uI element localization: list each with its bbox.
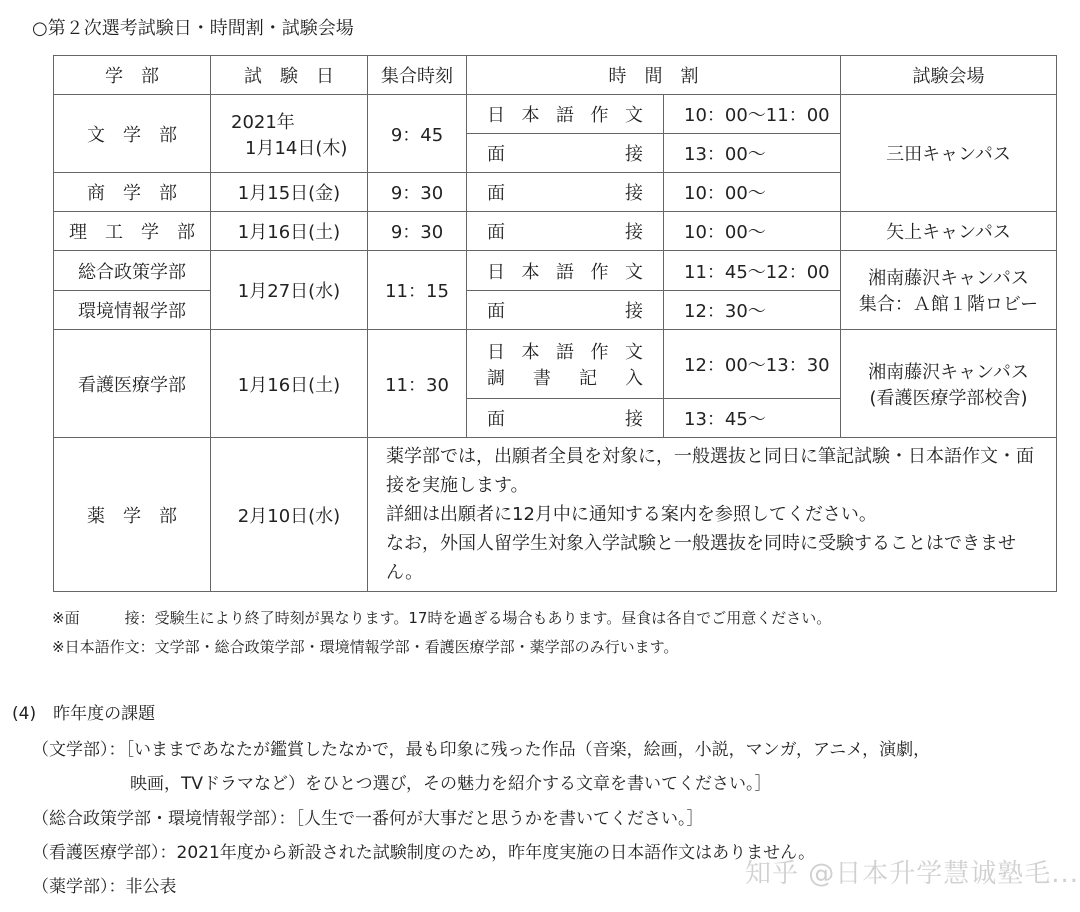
char: 作 (590, 261, 609, 283)
gather-time: 9：30 (368, 173, 467, 212)
char: 語 (556, 342, 574, 363)
char: 語 (556, 261, 574, 283)
char: 接 (625, 301, 643, 322)
char: 作 (590, 105, 609, 126)
subject (467, 212, 664, 251)
date: 1月27日(水) (211, 251, 368, 330)
time: 13：00～ (664, 134, 841, 173)
venue: 矢上キャンパス (841, 212, 1057, 251)
date (211, 95, 368, 173)
time: 12：00～13：30 (664, 330, 841, 399)
time: 10：00～ (664, 212, 841, 251)
char: 日 (487, 261, 505, 283)
faculty: 薬 学 部 (54, 438, 211, 592)
gather-time: 9：45 (368, 95, 467, 173)
date: 1月16日(土) (211, 330, 368, 438)
char: 語 (556, 105, 574, 126)
subject (467, 173, 664, 212)
header-gather: 集合時刻 (368, 56, 467, 95)
char: 接 (625, 409, 643, 430)
venue: 湘南藤沢キャンパス 集合：Ａ館１階ロビー (841, 251, 1057, 330)
char: 接 (625, 144, 643, 165)
task-line: （文学部）：［いままであなたが鑑賞したなかで，最も印象に残った作品（音楽，絵画，小説，マンガ，アニメ，演劇， (32, 740, 931, 760)
header-venue: 試験会場 (841, 56, 1057, 95)
time: 10：00～11：00 (664, 95, 841, 134)
gather-time: 11：15 (368, 251, 467, 330)
char: 記 (579, 368, 597, 389)
date: 1月16日(土) (211, 212, 368, 251)
faculty: 環境情報学部 (54, 291, 211, 330)
venue: 三田キャンパス (841, 95, 1057, 212)
subject (467, 291, 664, 330)
faculty: 総合政策学部 (54, 251, 211, 291)
char: 面 (487, 183, 505, 204)
char: 面 (487, 222, 505, 243)
footnote: ※日本語作文：文学部・総合政策学部・環境情報学部・看護医療学部・薬学部のみ行います。 (52, 638, 679, 656)
char: 文 (625, 342, 643, 363)
subject (467, 251, 664, 291)
faculty: 看護医療学部 (54, 330, 211, 438)
time: 13：45～ (664, 399, 841, 438)
task-line: 映画，TVドラマなど）をひとつ選び，その魅力を紹介する文章を書いてください。］ (130, 774, 772, 794)
char: 接 (625, 183, 643, 204)
subject (467, 95, 664, 134)
char: 作 (590, 342, 609, 363)
faculty: 理 工 学 部 (54, 212, 211, 251)
table-row (54, 251, 1057, 291)
char: 接 (625, 222, 643, 243)
watermark: 知乎 @日本升学慧诚塾毛... (745, 859, 1080, 889)
char: 調 (487, 368, 505, 389)
time: 10：00～ (664, 173, 841, 212)
char: 日 (487, 105, 505, 126)
char: 本 (521, 105, 540, 126)
date-value: 1月14日(木) (245, 137, 348, 159)
section-heading: (4) 昨年度の課題 (12, 704, 156, 724)
task-line: （総合政策学部・環境情報学部）：［人生で一番何が大事だと思うかを書いてください。］ (32, 809, 704, 829)
char: 面 (487, 301, 505, 322)
table-row (54, 438, 1057, 592)
char: 本 (521, 342, 540, 363)
header-faculty: 学 部 (54, 56, 211, 95)
char: 本 (521, 261, 540, 283)
char: 入 (625, 368, 643, 389)
faculty: 文 学 部 (54, 95, 211, 173)
char: 書 (533, 368, 551, 389)
header-schedule: 時 間 割 (467, 56, 841, 95)
time: 11：45～12：00 (664, 251, 841, 291)
gather-time: 11：30 (368, 330, 467, 438)
subject (467, 330, 664, 399)
char: 文 (625, 261, 643, 283)
subject (467, 399, 664, 438)
table-row (54, 330, 1057, 399)
char: 面 (487, 144, 505, 165)
venue: 湘南藤沢キャンパス (看護医療学部校舎) (841, 330, 1057, 438)
char: 面 (487, 409, 505, 430)
gather-time: 9：30 (368, 212, 467, 251)
subject (467, 134, 664, 173)
section-title: ○第２次選考試験日・時間割・試験会場 (32, 18, 354, 39)
time: 12：30～ (664, 291, 841, 330)
exam-schedule-table (53, 55, 1057, 592)
char: 文 (625, 105, 643, 126)
year: 2021年 (231, 111, 295, 133)
task-line: （薬学部）：非公表 (32, 877, 177, 897)
task-line: （看護医療学部）：2021年度から新設された試験制度のため，昨年度実施の日本語作文はありません。 (32, 843, 816, 863)
date: 2月10日(水) (211, 438, 368, 592)
table-row (54, 95, 1057, 134)
table-header-row (54, 56, 1057, 95)
faculty: 商 学 部 (54, 173, 211, 212)
pharmacy-note: 薬学部では，出願者全員を対象に，一般選抜と同日に筆記試験・日本語作文・面接を実施します。 詳細は出願者に12月中に通知する案内を参照してください。 なお，外国人留学生対象入学試験と一般選抜を同時に受験することはできません。 (368, 438, 1057, 592)
char: 日 (487, 342, 505, 363)
table-row (54, 212, 1057, 251)
header-date: 試 験 日 (211, 56, 368, 95)
date: 1月15日(金) (211, 173, 368, 212)
footnote: ※面 接：受験生により終了時刻が異なります。17時を過ぎる場合もあります。昼食は各自でご用意ください。 (52, 609, 832, 627)
